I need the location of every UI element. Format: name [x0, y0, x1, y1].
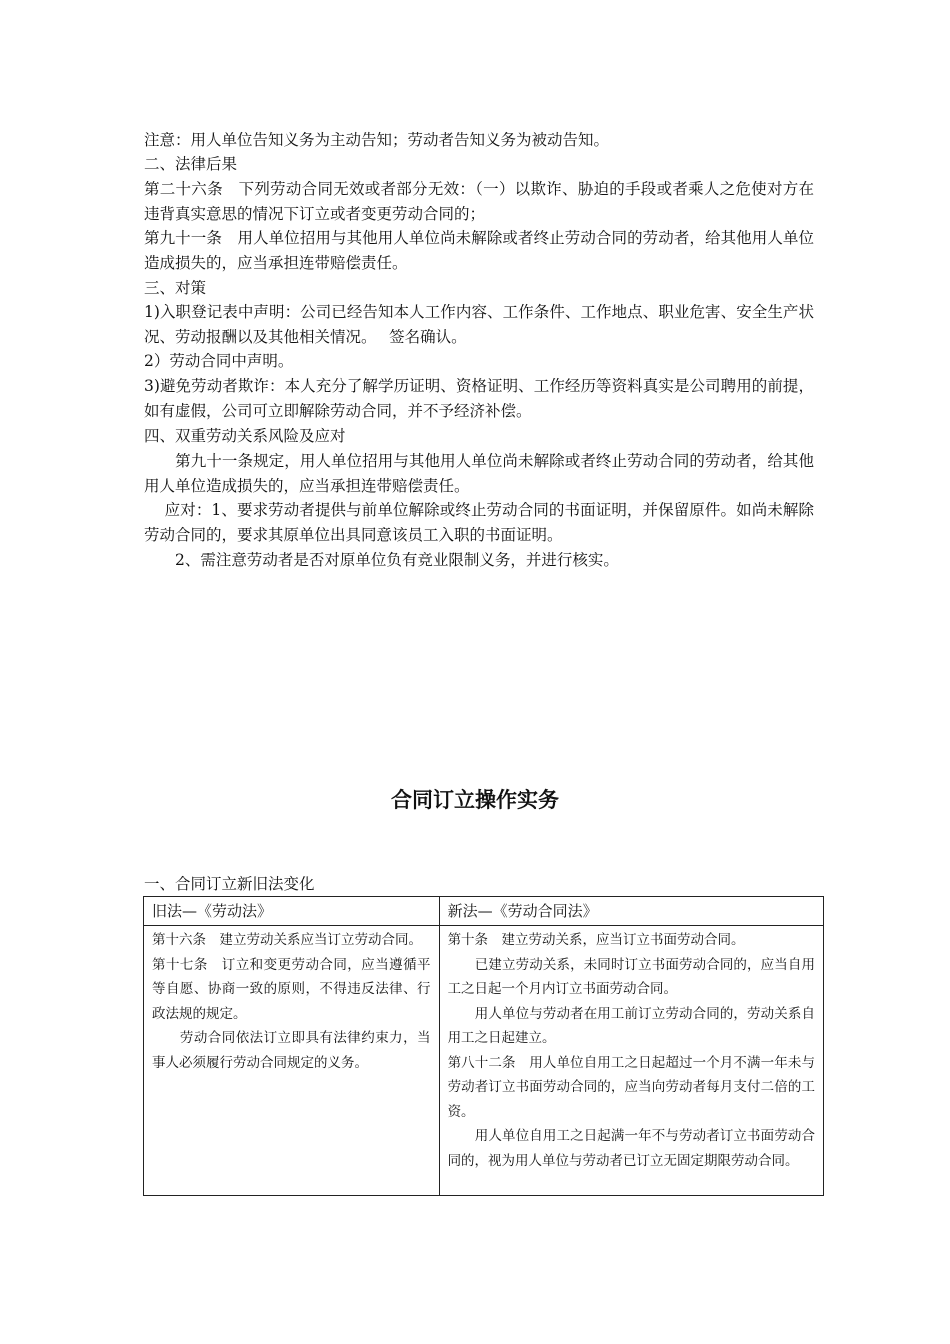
- response-1-paragraph: 应对：1、要求劳动者提供与前单位解除或终止劳动合同的书面证明，并保留原件。如尚未解除劳动合同的，要求其原单位出具同意该员工入职的书面证明。: [144, 501, 814, 544]
- old-law-header: 旧法—《劳动法》: [144, 897, 440, 926]
- article-91-provision-paragraph: 第九十一条规定，用人单位招用与其他用人单位尚未解除或者终止劳动合同的劳动者，给其他用人单位造成损失的，应当承担连带赔偿责任。: [144, 452, 814, 495]
- new-law-relationship-established: 用人单位与劳动者在用工前订立劳动合同的，劳动关系自用工之日起建立。: [447, 1005, 815, 1046]
- article-26-paragraph: 第二十六条 下列劳动合同无效或者部分无效：（一）以欺诈、胁迫的手段或者乘人之危使对方在违背真实意思的情况下订立或者变更劳动合同的；: [144, 180, 814, 223]
- old-law-article-16: 第十六条 建立劳动关系应当订立劳动合同。: [152, 932, 422, 948]
- table-header-row: [144, 897, 824, 926]
- dual-labor-risk-heading: 四、双重劳动关系风险及应对: [144, 427, 346, 445]
- new-law-written-contract-deadline: 已建立劳动关系，未同时订立书面劳动合同的，应当自用工之日起一个月内订立书面劳动合同。: [447, 956, 815, 997]
- article-91-paragraph: 第九十一条 用人单位招用与其他用人单位尚未解除或者终止劳动合同的劳动者，给其他用人单位造成损失的，应当承担连带赔偿责任。: [144, 229, 814, 272]
- new-law-article-10: 第十条 建立劳动关系，应当订立书面劳动合同。: [447, 932, 745, 948]
- old-law-article-17: 第十七条 订立和变更劳动合同，应当遵循平等自愿、协商一致的原则，不得违反法律、行政法规的规定。: [152, 956, 431, 1022]
- new-law-header: 新法—《劳动合同法》: [439, 897, 823, 926]
- table-row: [144, 926, 824, 1196]
- countermeasure-2: 2）劳动合同中声明。: [144, 352, 294, 370]
- countermeasures-heading: 三、对策: [144, 279, 207, 297]
- countermeasure-1: 1)入职登记表中声明：公司已经告知本人工作内容、工作条件、工作地点、职业危害、安全生产状况、劳动报酬以及其他相关情况。 签名确认。: [144, 303, 814, 346]
- legal-consequences-heading: 二、法律后果: [144, 155, 238, 173]
- new-law-cell: [439, 926, 823, 1196]
- note-paragraph: 注意：用人单位告知义务为主动告知；劳动者告知义务为被动告知。: [144, 131, 610, 149]
- response-2-paragraph: 2、需注意劳动者是否对原单位负有竞业限制义务，并进行核实。: [144, 551, 619, 569]
- countermeasure-3: 3)避免劳动者欺诈：本人充分了解学历证明、资格证明、工作经历等资料真实是公司聘用的前提，如有虚假，公司可立即解除劳动合同，并不予经济补偿。: [144, 377, 814, 420]
- new-law-open-ended-contract: 用人单位自用工之日起满一年不与劳动者订立书面劳动合同的，视为用人单位与劳动者已订立无固定期限劳动合同。: [447, 1128, 815, 1169]
- section-1-heading: 一、合同订立新旧法变化: [144, 875, 315, 893]
- old-law-binding-force: 劳动合同依法订立即具有法律约束力，当事人必须履行劳动合同规定的义务。: [152, 1030, 431, 1071]
- new-law-article-82: 第八十二条 用人单位自用工之日起超过一个月不满一年未与劳动者订立书面劳动合同的，应当向劳动者每月支付二倍的工资。: [447, 1054, 815, 1120]
- law-comparison-table: [143, 896, 824, 1196]
- page-title: 合同订立操作实务: [391, 788, 559, 812]
- old-law-cell: [144, 926, 440, 1196]
